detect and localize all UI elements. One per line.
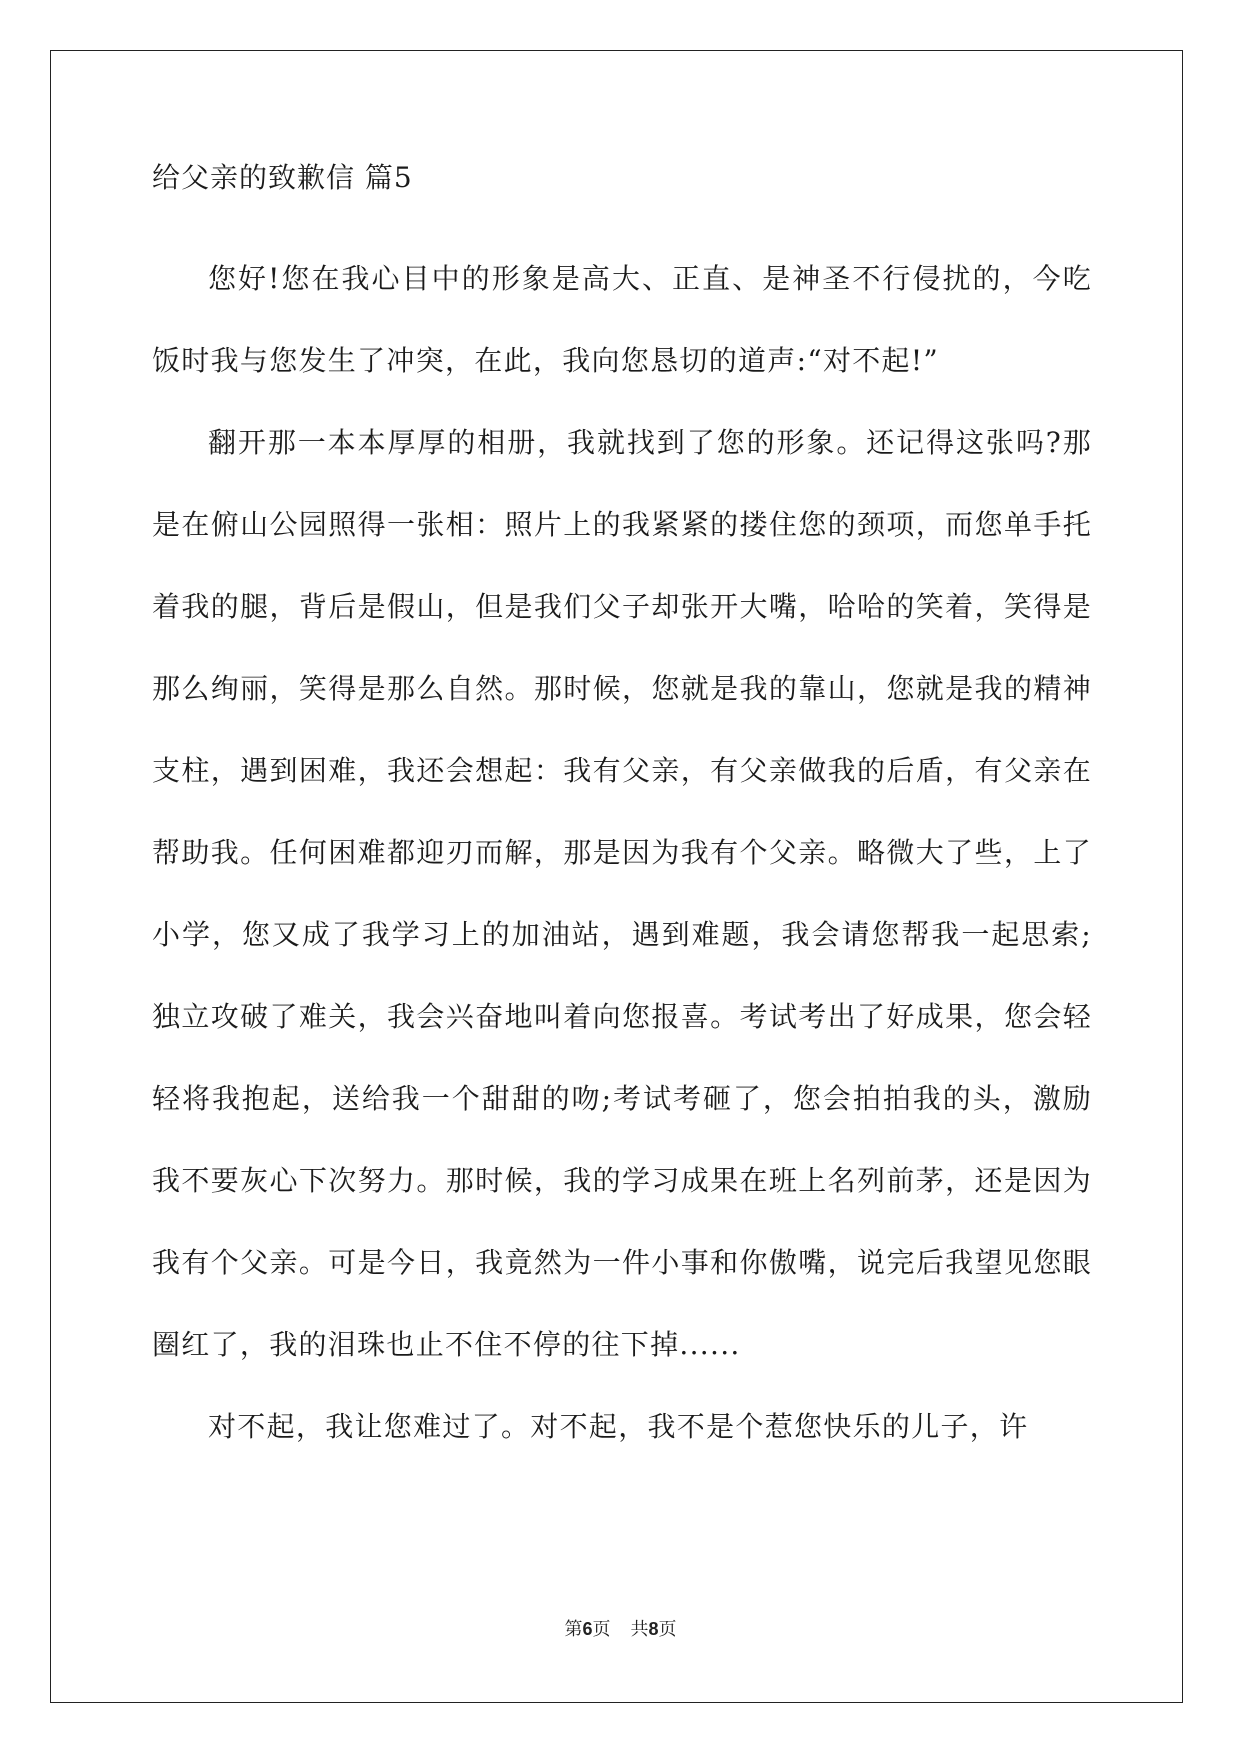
page-footer <box>0 1617 1241 1642</box>
page-prefix: 第 <box>564 1619 583 1640</box>
current-page-number: 6 <box>582 1619 593 1639</box>
total-page-number: 8 <box>648 1619 659 1639</box>
document-paragraphs <box>152 238 1092 1468</box>
total-suffix: 页 <box>658 1619 677 1640</box>
document-title: 给父亲的致歉信 篇5 <box>152 161 413 194</box>
document-body <box>152 160 1092 1468</box>
paragraph: 您好!您在我心目中的形象是高大、正直、是神圣不行侵扰的，今吃饭时我与您发生了冲突，在此，我向您恳切的道声:“对不起!” <box>152 262 1092 377</box>
total-prefix: 共 <box>630 1619 649 1640</box>
page-suffix: 页 <box>592 1619 611 1640</box>
paragraph: 翻开那一本本厚厚的相册，我就找到了您的形象。还记得这张吗?那是在俯山公园照得一张相：照片上的我紧紧的搂住您的颈项，而您单手托着我的腿，背后是假山，但是我们父子却张开大嘴，哈哈的笑着，笑得是那么绚丽，笑得是那么自然。那时候，您就是我的靠山，您就是我的精神支柱，遇到困难，我还会想起：我有父亲，有父亲做我的后盾，有父亲在帮助我。任何困难都迎刃而解，那是因为我有个父亲。略微大了些，上了小学，您又成了我学习上的加油站，遇到难题，我会请您帮我一起思索;独立攻破了难关，我会兴奋地叫着向您报喜。考试考出了好成果，您会轻轻将我抱起，送给我一个甜甜的吻;考试考砸了，您会拍拍我的头，激励我不要灰心下次努力。那时候，我的学习成果在班上名列前茅，还是因为我有个父亲。可是今日，我竟然为一件小事和你傲嘴，说完后我望见您眼圈红了，我的泪珠也止不住不停的往下掉...... <box>152 426 1092 1361</box>
paragraph: 对不起，我让您难过了。对不起，我不是个惹您快乐的儿子，许 <box>208 1410 1029 1443</box>
